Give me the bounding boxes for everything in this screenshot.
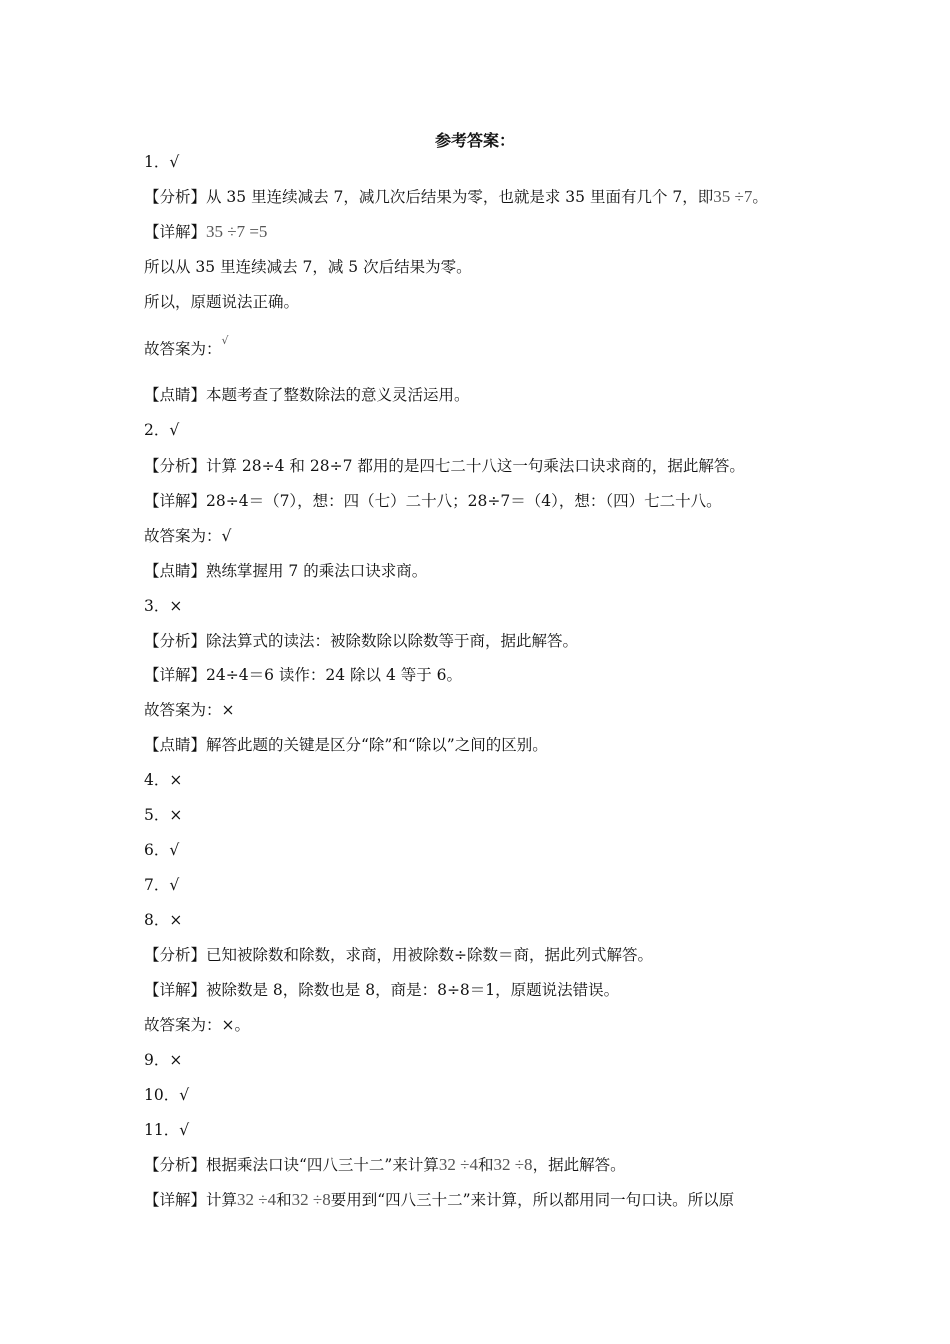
- line-text: 【分析】从 35 里连续减去 7，减几次后结果为零，也就是求 35 里面有几个 7，即: [144, 188, 714, 206]
- answer-line: [144, 490, 722, 512]
- line-text: 故答案为：√: [144, 527, 232, 545]
- line-text: 所以从 35 里连续减去 7，减 5 次后结果为零。: [144, 258, 472, 276]
- answer-line: [144, 1119, 189, 1141]
- line-text: 5．×: [144, 806, 183, 824]
- line-text: 【详解】被除数是 8，除数也是 8，商是：8÷8＝1，原题说法错误。: [144, 981, 620, 999]
- line-text: 【详解】: [144, 223, 207, 241]
- line-text: 1．√: [144, 153, 180, 171]
- answer-line: [144, 769, 182, 791]
- line-text: 4．×: [144, 771, 183, 789]
- answer-line: [144, 1049, 182, 1071]
- answer-line: [144, 909, 182, 931]
- line-text: 2．√: [144, 421, 180, 439]
- answer-line: [144, 734, 548, 756]
- line-text: 【点睛】本题考查了整数除法的意义灵活运用。: [144, 386, 470, 404]
- answer-line: [144, 1189, 734, 1211]
- answer-line: [144, 291, 299, 313]
- answer-line: [144, 874, 179, 896]
- math-expression: √: [221, 334, 229, 347]
- line-text: 所以，原题说法正确。: [144, 293, 300, 311]
- line-text: ，据此解答。: [532, 1156, 626, 1174]
- line-text: 故答案为：: [144, 340, 222, 358]
- answer-line: [144, 186, 768, 208]
- line-text: 7．√: [144, 876, 180, 894]
- line-text: 【分析】除法算式的读法：被除数除以除数等于商，据此解答。: [144, 632, 579, 650]
- answer-line: [144, 699, 235, 721]
- line-text: 6．√: [144, 841, 180, 859]
- answer-line: [144, 595, 182, 617]
- answer-line: [144, 839, 179, 861]
- line-text: 【详解】计算: [144, 1191, 238, 1209]
- page-title: 参考答案：: [434, 131, 515, 150]
- math-expression: 32 ÷8: [493, 1155, 533, 1174]
- line-text: 和: [477, 1156, 494, 1174]
- answer-line: [144, 979, 619, 1001]
- math-expression: 35 ÷7: [713, 187, 753, 206]
- line-text: 要用到“四八三十二”来计算，所以都用同一句口诀。所以原: [330, 1191, 735, 1209]
- math-expression: 32 ÷8: [291, 1190, 331, 1209]
- answer-line: [144, 1154, 626, 1176]
- answer-line: [144, 804, 182, 826]
- line-text: 11．√: [144, 1121, 190, 1139]
- line-text: 【点睛】解答此题的关键是区分“除”和“除以”之间的区别。: [144, 736, 548, 754]
- answer-line: [144, 256, 472, 278]
- line-text: 【详解】24÷4＝6 读作：24 除以 4 等于 6。: [144, 666, 463, 684]
- line-text: 【点睛】熟练掌握用 7 的乘法口诀求商。: [144, 562, 428, 580]
- answer-line: [144, 384, 470, 406]
- line-text: 故答案为：×: [144, 701, 235, 719]
- math-expression: 32 ÷4: [237, 1190, 277, 1209]
- answer-line: [144, 419, 179, 441]
- answer-line: [144, 1014, 250, 1036]
- line-text: 【分析】根据乘法口诀“四八三十二”来计算: [144, 1156, 439, 1174]
- line-text: 和: [276, 1191, 292, 1209]
- answer-line: [144, 221, 267, 243]
- answer-line: [144, 630, 578, 652]
- math-expression: 35 ÷7 =5: [206, 222, 268, 241]
- answer-line: [144, 334, 229, 362]
- line-text: 【详解】28÷4＝（7），想：四（七）二十八；28÷7＝（4），想：（四）七二十八。: [144, 492, 722, 510]
- line-text: 3．×: [144, 597, 183, 615]
- answer-line: [144, 1084, 189, 1106]
- line-text: 故答案为：×。: [144, 1016, 250, 1034]
- answer-line: [144, 664, 462, 686]
- line-text: 9．×: [144, 1051, 183, 1069]
- math-expression: 32 ÷4: [438, 1155, 478, 1174]
- line-text: 10．√: [144, 1086, 190, 1104]
- answer-line: [144, 151, 179, 173]
- line-text: 【分析】已知被除数和除数，求商，用被除数÷除数＝商，据此列式解答。: [144, 946, 653, 964]
- answer-line: [144, 944, 653, 966]
- answer-line: [144, 525, 231, 547]
- answer-line: [144, 455, 745, 477]
- answer-line: [144, 560, 427, 582]
- line-text: 8．×: [144, 911, 183, 929]
- line-text: 【分析】计算 28÷4 和 28÷7 都用的是四七二十八这一句乘法口诀求商的，据此解答。: [144, 457, 745, 475]
- line-text: 。: [752, 188, 768, 206]
